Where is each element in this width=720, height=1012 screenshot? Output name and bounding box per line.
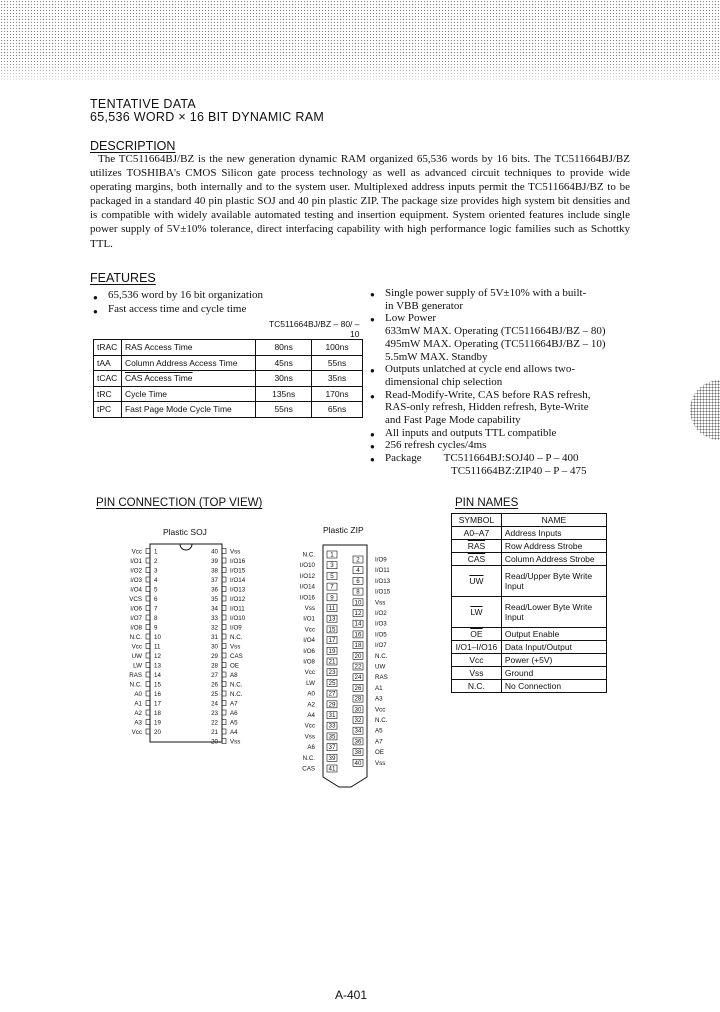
- pin-number: 38: [354, 749, 362, 757]
- pin-number: 7: [154, 605, 158, 613]
- pin-sym: $\overline{RAS}$: [452, 540, 502, 553]
- pin-number: 2: [356, 556, 360, 564]
- access-sym: tAA: [94, 355, 122, 371]
- pin-sym: $\overline{LW}$: [452, 597, 502, 628]
- pin-number: 4: [154, 577, 158, 584]
- pin-mark: [222, 691, 226, 696]
- pin-label: LW: [306, 679, 315, 687]
- feature-ttl: ● All inputs and outputs TTL compatible: [369, 427, 631, 440]
- pin-number: 22: [211, 719, 218, 727]
- pin-mark: [222, 663, 226, 668]
- pin-label: N.C.: [230, 691, 243, 698]
- access-v80: 80ns: [256, 340, 312, 356]
- pin-mark: [146, 672, 150, 677]
- pin-number: 26: [211, 681, 218, 689]
- pin-number: 36: [354, 738, 362, 746]
- pin-name: Output Enable: [501, 628, 606, 641]
- pin-label: A8: [230, 672, 238, 679]
- access-v80: 30ns: [256, 371, 312, 387]
- access-v80: 135ns: [256, 386, 312, 402]
- pin-number: 35: [211, 596, 218, 603]
- pin-label: Vcc: [131, 548, 142, 556]
- pin-number: 26: [354, 684, 362, 692]
- pin-number: 35: [328, 733, 336, 741]
- access-sym: tRC: [94, 386, 122, 402]
- pin-number: 11: [328, 605, 336, 612]
- pin-mark: [222, 577, 226, 582]
- pin-mark: [146, 682, 150, 687]
- feature-speed: ● Fast access time and cycle time: [92, 303, 362, 317]
- pin-label: I/O11: [230, 605, 245, 613]
- pin-sym: $\overline{UW}$: [452, 566, 502, 597]
- pin-col-name: NAME: [501, 514, 606, 527]
- access-name: Fast Page Mode Cycle Time: [121, 402, 255, 418]
- table-row: [452, 553, 607, 566]
- pin-sym: $\overline{OE}$: [452, 628, 502, 641]
- pin-mark: [222, 634, 226, 639]
- pin-number: 34: [354, 727, 362, 735]
- pin-number: 31: [211, 634, 218, 641]
- pin-number: 34: [211, 605, 218, 613]
- pin-label: Vss: [230, 548, 241, 556]
- pin-number: 28: [211, 662, 218, 670]
- pin-mark: [146, 549, 150, 554]
- soj-package: [129, 544, 245, 746]
- pin-mark: [222, 701, 226, 706]
- pin-mark: [222, 644, 226, 649]
- pin-mark: [146, 577, 150, 582]
- access-sym: tRAC: [94, 340, 122, 356]
- pin-label: Vcc: [131, 643, 142, 651]
- pin-number: 40: [354, 759, 362, 767]
- pin-label: A2: [134, 710, 142, 717]
- pin-sym: $\overline{CAS}$: [452, 553, 502, 566]
- pin-label: A1: [134, 700, 142, 708]
- pin-number: 23: [211, 710, 218, 717]
- pin-mark: [146, 729, 150, 734]
- table-row: [452, 628, 607, 641]
- pin-label: A4: [307, 712, 315, 719]
- pin-mark: [222, 625, 226, 630]
- pin-mark: [222, 739, 226, 744]
- access-sym: tCAC: [94, 371, 122, 387]
- pin-label: Vss: [304, 733, 315, 741]
- pin-number: 40: [211, 548, 218, 556]
- pin-names-heading: PIN NAMES: [455, 497, 519, 509]
- pin-sym: Vss: [452, 667, 502, 680]
- pin-number: 19: [328, 647, 336, 655]
- pin-label: N.C.: [129, 634, 142, 641]
- features-heading: FEATURES: [90, 271, 156, 285]
- pin-number: 10: [354, 599, 362, 607]
- feature-text: and Fast Page Mode capability: [385, 414, 521, 427]
- pin-label: I/O7: [130, 615, 142, 622]
- access-sym: tPC: [94, 402, 122, 418]
- feature-text: RAS-only refresh, Hidden refresh, Byte-Write: [385, 401, 589, 414]
- pin-name: Ground: [501, 667, 606, 680]
- pin-col-symbol: SYMBOL: [452, 514, 502, 527]
- pin-number: 2: [154, 558, 158, 565]
- pin-label: I/O8: [130, 624, 142, 632]
- pin-number: 5: [154, 586, 158, 594]
- pin-label: I/O7: [375, 642, 387, 650]
- pin-number: 23: [328, 669, 336, 677]
- feature-org: ● 65,536 word by 16 bit organization: [92, 289, 362, 303]
- feature-refresh-cycles: ● 256 refresh cycles/4ms: [369, 439, 631, 452]
- pin-label: A5: [375, 727, 383, 735]
- pin-label: A6: [230, 710, 238, 717]
- pin-number: 9: [154, 624, 158, 632]
- pin-label: A3: [134, 719, 142, 727]
- pin-number: 33: [328, 722, 336, 730]
- pin-number: 8: [154, 615, 158, 622]
- pin-label: A3: [375, 695, 383, 703]
- pin-number: 1: [154, 548, 158, 556]
- feature-text: Low Power: [385, 312, 437, 325]
- pin-label: Vss: [230, 643, 241, 651]
- pin-label: Vcc: [304, 626, 315, 634]
- access-name: CAS Access Time: [121, 371, 255, 387]
- pin-mark: [146, 634, 150, 639]
- access-v10: 35ns: [312, 371, 363, 387]
- pin-number: 33: [211, 615, 218, 622]
- pin-label: I/O1: [130, 558, 142, 565]
- pin-mark: [146, 615, 150, 620]
- pin-label: I/O15: [375, 588, 391, 596]
- pin-label: I/O6: [303, 647, 315, 655]
- pin-label: I/O14: [299, 583, 315, 591]
- pin-mark: [222, 682, 226, 687]
- feature-text: Outputs unlatched at cycle end allows two-: [385, 363, 576, 376]
- feature-text: in VBB generator: [385, 299, 464, 312]
- pin-number: 5: [330, 572, 334, 580]
- pin-number: 37: [328, 744, 336, 752]
- pin-mark: [146, 596, 150, 601]
- pin-name: Power (+5V): [501, 654, 606, 667]
- pin-label: A0: [307, 690, 315, 698]
- pin-number: 18: [154, 710, 161, 717]
- pin-label: A5: [230, 719, 238, 727]
- pin-label: I/O11: [375, 567, 390, 575]
- pin-label: I/O10: [230, 615, 246, 622]
- table-row: [452, 641, 607, 654]
- pin-name: Data Input/Output: [501, 641, 606, 654]
- access-v10: 100ns: [312, 340, 363, 356]
- pin-label: N.C.: [375, 717, 388, 724]
- pin-mark: [222, 596, 226, 601]
- pin-mark: [146, 653, 150, 658]
- pin-name: Address Inputs: [501, 527, 606, 540]
- pin-mark: [146, 558, 150, 563]
- pin-number: 20: [211, 738, 218, 746]
- pin-number: 21: [328, 658, 336, 666]
- pin-label: I/O12: [299, 572, 315, 580]
- pin-mark: [222, 549, 226, 554]
- pin-label: VCS: [129, 596, 142, 603]
- pin-label: I/O3: [130, 577, 142, 584]
- table-row: [452, 680, 607, 693]
- pin-label: I/O12: [230, 596, 246, 603]
- pin-label: I/O13: [375, 577, 391, 585]
- pin-sym: I/O1–I/O16: [452, 641, 502, 654]
- pin-number: 24: [354, 674, 362, 682]
- pin-label: I/O15: [230, 567, 246, 575]
- access-v10: 55ns: [312, 355, 363, 371]
- pin-mark: [146, 625, 150, 630]
- pin-label: I/O10: [299, 562, 315, 570]
- pin-sym: A0–A7: [452, 527, 502, 540]
- pin-number: 37: [211, 577, 218, 584]
- pin-label: Vcc: [131, 729, 142, 736]
- pin-name: No Connection: [501, 680, 606, 693]
- pin-label: Vss: [230, 738, 241, 746]
- table-row: [452, 527, 607, 540]
- pin-number: 12: [354, 610, 362, 617]
- pin-number: 32: [354, 717, 362, 724]
- pin-mark: [146, 606, 150, 611]
- description-heading: DESCRIPTION: [90, 139, 176, 153]
- pin-number: 31: [328, 712, 336, 719]
- pin-label: Vcc: [304, 669, 315, 677]
- pin-number: 17: [154, 700, 161, 708]
- access-table-header: TC511664BJ/BZ – 80/ – 10: [256, 319, 363, 340]
- table-row: [452, 566, 607, 597]
- pin-mark: [146, 691, 150, 696]
- pin-label: I/O5: [375, 631, 387, 639]
- pin-mark: [222, 672, 226, 677]
- pin-name: Read/Lower Byte Write Input: [501, 597, 606, 628]
- pin-label: OE: [230, 662, 239, 670]
- pin-mark: [146, 720, 150, 725]
- soj-title: Plastic SOJ: [163, 527, 207, 537]
- pin-label: I/O2: [130, 567, 142, 575]
- pin-name: Row Address Strobe: [501, 540, 606, 553]
- pin-label: I/O4: [303, 637, 315, 645]
- pin-number: 7: [330, 583, 334, 591]
- pin-mark: [146, 710, 150, 715]
- pin-mark: [146, 568, 150, 573]
- pin-number: 20: [154, 729, 161, 736]
- pin-mark: [146, 663, 150, 668]
- pin-label: I/O8: [303, 658, 315, 666]
- pin-number: 41: [328, 765, 336, 773]
- table-row: [452, 597, 607, 628]
- access-name: Column Address Access Time: [121, 355, 255, 371]
- pin-number: 25: [328, 679, 336, 687]
- pin-mark: [222, 587, 226, 592]
- pin-label: A2: [307, 701, 315, 709]
- pin-number: 25: [211, 691, 218, 698]
- table-row: [452, 667, 607, 680]
- pin-number: 6: [356, 577, 360, 585]
- feature-text: 5.5mW MAX. Standby: [385, 350, 488, 363]
- pin-number: 14: [354, 620, 362, 628]
- pin-number: 15: [154, 681, 161, 689]
- pin-label: I/O4: [130, 586, 142, 594]
- pin-mark: [222, 710, 226, 715]
- pin-label: N.C.: [129, 681, 142, 689]
- pin-sym: Vcc: [452, 654, 502, 667]
- access-v80: 45ns: [256, 355, 312, 371]
- pin-sym: N.C.: [452, 680, 502, 693]
- pin-label: A7: [375, 738, 383, 746]
- pin-mark: [146, 587, 150, 592]
- pin-number: 27: [328, 690, 336, 698]
- pin-mark: [222, 653, 226, 658]
- pin-number: 19: [154, 719, 161, 727]
- pin-number: 10: [154, 634, 161, 641]
- pin-mark: [146, 644, 150, 649]
- pin-label: LW: [133, 662, 142, 670]
- pin-number: 38: [211, 567, 218, 575]
- pin-number: 20: [354, 652, 362, 660]
- access-v10: 170ns: [312, 386, 363, 402]
- pin-mark: [222, 606, 226, 611]
- pin-label: RAS: [375, 674, 388, 682]
- pin-label: A6: [307, 744, 315, 752]
- pin-label: Vss: [375, 599, 386, 607]
- pin-label: N.C.: [230, 634, 243, 641]
- pin-number: 21: [211, 729, 218, 736]
- pin-label: Vss: [304, 605, 315, 612]
- pin-label: CAS: [230, 653, 243, 660]
- pin-number: 16: [354, 631, 362, 639]
- pin-number: 29: [328, 701, 336, 709]
- pin-number: 36: [211, 586, 218, 594]
- pin-label: Vcc: [304, 722, 315, 730]
- pin-number: 8: [356, 588, 360, 596]
- pin-number: 1: [330, 551, 334, 559]
- pin-number: 22: [354, 663, 362, 671]
- feature-text: Read-Modify-Write, CAS before RAS refresh,: [385, 388, 591, 401]
- pin-label: N.C.: [230, 681, 243, 689]
- pin-label: OE: [375, 749, 384, 757]
- pin-label: A4: [230, 729, 238, 736]
- pin-number: 3: [154, 567, 158, 575]
- pin-number: 12: [154, 653, 161, 660]
- pin-mark: [222, 568, 226, 573]
- tentative-label: TENTATIVE DATA: [90, 97, 197, 111]
- soj-notch: [180, 544, 192, 550]
- pin-label: A7: [230, 700, 238, 708]
- pin-label: A1: [375, 684, 383, 692]
- pin-number: 15: [328, 626, 336, 634]
- pin-label: N.C.: [375, 652, 388, 660]
- feature-text: TC511664BZ:ZIP40 – P – 475: [451, 464, 587, 477]
- pin-number: 30: [354, 706, 362, 714]
- pin-label: Vss: [375, 759, 386, 767]
- product-title: 65,536 WORD × 16 BIT DYNAMIC RAM: [90, 110, 325, 124]
- pin-label: I/O9: [375, 556, 387, 564]
- pin-name: Read/Upper Byte Write Input: [501, 566, 606, 597]
- pin-label: I/O6: [130, 605, 142, 613]
- pin-label: I/O3: [375, 620, 387, 628]
- pin-label: UW: [131, 653, 142, 660]
- pin-number: 27: [211, 672, 218, 679]
- pin-number: 17: [328, 637, 336, 645]
- pin-number: 13: [154, 662, 161, 670]
- pin-name: Column Address Strobe: [501, 553, 606, 566]
- pin-number: 3: [330, 562, 334, 570]
- pin-label: I/O16: [299, 594, 315, 602]
- pin-mark: [222, 558, 226, 563]
- access-name: Cycle Time: [121, 386, 255, 402]
- pin-label: I/O2: [375, 610, 387, 617]
- pin-label: I/O9: [230, 624, 242, 632]
- pin-number: 29: [211, 653, 218, 660]
- pin-number: 14: [154, 672, 161, 679]
- pin-label: I/O1: [303, 615, 315, 623]
- pin-mark: [222, 729, 226, 734]
- pin-label: Vcc: [375, 706, 386, 714]
- pin-mark: [222, 720, 226, 725]
- pin-number: 16: [154, 691, 161, 698]
- feature-text: dimensional chip selection: [385, 375, 503, 388]
- pin-number: 18: [354, 642, 362, 650]
- feature-text: 495mW MAX. Operating (TC511664BJ/BZ – 10): [385, 337, 606, 350]
- pin-label: I/O13: [230, 586, 246, 594]
- table-row: [452, 654, 607, 667]
- pin-number: 9: [330, 594, 334, 602]
- pin-number: 30: [211, 643, 218, 651]
- zip-title: Plastic ZIP: [323, 525, 364, 535]
- page-number: A-401: [335, 988, 368, 1002]
- feature-text: Single power supply of 5V±10% with a built-: [385, 287, 587, 299]
- access-v80: 55ns: [256, 402, 312, 418]
- pin-number: 39: [328, 754, 336, 762]
- access-name: RAS Access Time: [121, 340, 255, 356]
- pin-label: RAS: [129, 672, 142, 679]
- pin-number: 28: [354, 695, 362, 703]
- pin-number: 13: [328, 615, 336, 623]
- pin-number: 6: [154, 596, 158, 603]
- feature-text: TC511664BJ:SOJ40 – P – 400: [443, 452, 579, 465]
- pin-label: N.C.: [302, 754, 315, 762]
- pin-number: 11: [154, 643, 161, 651]
- zip-package: [300, 545, 391, 787]
- pin-mark: [146, 701, 150, 706]
- pin-number: 32: [211, 624, 218, 632]
- pin-mark: [222, 615, 226, 620]
- table-row: [452, 540, 607, 553]
- pin-label: I/O14: [230, 577, 246, 584]
- feature-text: 633mW MAX. Operating (TC511664BJ/BZ – 80): [385, 325, 606, 338]
- pin-connection-heading: PIN CONNECTION (TOP VIEW): [96, 497, 263, 509]
- feature-text: Package: [385, 452, 422, 465]
- pin-label: I/O16: [230, 558, 246, 565]
- pin-label: N.C.: [302, 551, 315, 559]
- pin-names-table: [451, 513, 607, 693]
- pin-number: 24: [211, 700, 218, 708]
- pin-number: 39: [211, 558, 218, 565]
- pin-number: 4: [356, 567, 360, 575]
- pin-label: UW: [375, 663, 386, 671]
- access-v10: 65ns: [312, 402, 363, 418]
- description-text: The TC511664BJ/BZ is the new generation dynamic RAM organized 65,536 words by 16 bits. The TC511664BJ/BZ utilizes TOSHIBA's CMOS Silicon gate process technology as well as advanced circuit techniques to provide wide operating margins, both internally and to the system user. Multiplexed address inputs permit the TC511664BJ/BZ to be packaged in a standard 40 pin plastic SOJ and 40 pin plastic ZIP. The package size provides high system bit densities and is compatible with widely available automated testing and insertion equipment. System oriented features include single power supply of 5V±10% tolerance, direct interfacing capability with high performance logic families such as Schottky TTL.: [90, 153, 630, 250]
- pin-label: CAS: [302, 765, 315, 773]
- pin-label: A0: [134, 691, 142, 698]
